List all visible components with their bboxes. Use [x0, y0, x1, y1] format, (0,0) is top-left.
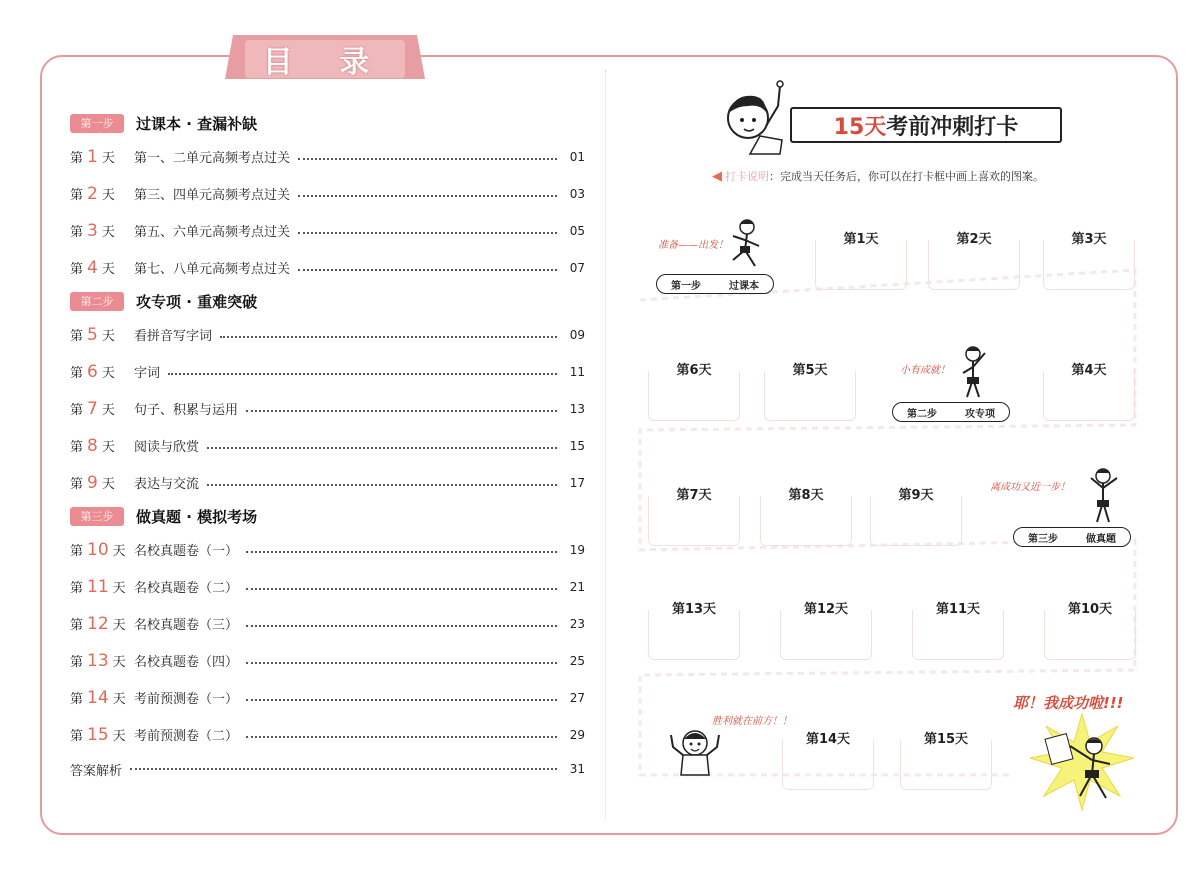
- checkin-title-text: 考前冲刺打卡: [886, 114, 1019, 140]
- section-badge: 第三步: [70, 507, 124, 526]
- step-label-3: 第三步 做真题: [1013, 527, 1131, 547]
- entry-title: 句子、积累与运用: [134, 403, 239, 418]
- entry-title: 名校真题卷（三）: [134, 618, 239, 633]
- answers-row[interactable]: [70, 753, 585, 785]
- toc-row[interactable]: 第 14 天 考前预测卷（一） 27: [70, 687, 585, 708]
- day-box-9[interactable]: 第9天: [870, 496, 962, 546]
- entry-title: 考前预测卷（二）: [134, 729, 239, 744]
- leader-dots: [207, 484, 557, 486]
- section-title: 攻专项 · 重难突破: [136, 292, 258, 311]
- entry-title: 阅读与欣赏: [134, 440, 200, 455]
- entry-title: 字词: [134, 366, 161, 381]
- day-box-4[interactable]: 第4天: [1043, 371, 1135, 421]
- day-number: 13: [87, 650, 109, 671]
- day-box-14[interactable]: 第14天: [782, 740, 874, 790]
- cheering-boy-icon: [1083, 466, 1123, 526]
- page-number: 11: [569, 364, 585, 379]
- page-number: 07: [569, 260, 585, 275]
- page-number: 25: [569, 653, 585, 668]
- toc-row[interactable]: 第 11 天 名校真题卷（二） 21: [70, 576, 585, 597]
- page-number: 05: [569, 223, 585, 238]
- leader-dots: [298, 232, 557, 234]
- toc-row[interactable]: 第 15 天 考前预测卷（二） 29: [70, 724, 585, 745]
- table-of-contents: [70, 108, 585, 785]
- toc-row[interactable]: 第 7 天 句子、积累与运用 13: [70, 398, 585, 419]
- day-number: 11: [87, 576, 109, 597]
- section-title: 过课本 · 查漏补缺: [136, 114, 258, 133]
- day-number: 10: [87, 539, 109, 560]
- section-header-2: [70, 286, 585, 316]
- leader-dots: [168, 373, 557, 375]
- entry-title: 第三、四单元高频考点过关: [134, 188, 291, 203]
- leader-dots: [246, 551, 557, 553]
- day-number: 8: [87, 435, 98, 456]
- checkin-title: [790, 107, 1062, 143]
- leader-dots: [246, 662, 557, 664]
- page-number: 27: [569, 690, 585, 705]
- day-box-2[interactable]: 第2天: [928, 240, 1020, 290]
- entry-title: 名校真题卷（二）: [134, 581, 239, 596]
- page-number: 13: [569, 401, 585, 416]
- day-number: 3: [87, 220, 98, 241]
- leader-dots: [220, 336, 557, 338]
- leader-dots: [246, 588, 557, 590]
- page-number: 15: [569, 438, 585, 453]
- day-number: 14: [87, 687, 109, 708]
- day-box-8[interactable]: 第8天: [760, 496, 852, 546]
- toc-row[interactable]: 第 12 天 名校真题卷（三） 23: [70, 613, 585, 634]
- toc-row[interactable]: 第 13 天 名校真题卷（四） 25: [70, 650, 585, 671]
- page-number: 29: [569, 727, 585, 742]
- leader-dots: [246, 410, 557, 412]
- day-box-13[interactable]: 第13天: [648, 610, 740, 660]
- day-number: 5: [87, 324, 98, 345]
- day-box-15[interactable]: 第15天: [900, 740, 992, 790]
- entry-title: 考前预测卷（一）: [134, 692, 239, 707]
- entry-title: 看拼音写字词: [134, 329, 213, 344]
- flexing-boy-icon: [665, 723, 725, 778]
- page-number: 01: [569, 149, 585, 164]
- celebrating-boy-icon: [1028, 712, 1136, 812]
- section-badge: 第二步: [70, 292, 124, 311]
- day-number: 1: [87, 146, 98, 167]
- entry-title: 第七、八单元高频考点过关: [134, 262, 291, 277]
- entry-title: 表达与交流: [134, 477, 200, 492]
- day-number: 7: [87, 398, 98, 419]
- day-number: 9: [87, 472, 98, 493]
- page-number: 31: [569, 762, 585, 776]
- running-boy-icon: [725, 218, 770, 273]
- toc-row[interactable]: 第 5 天 看拼音写字词 09: [70, 324, 585, 345]
- success-text: 耶！我成功啦!!!: [1013, 694, 1124, 712]
- page-number: 23: [569, 616, 585, 631]
- day-box-5[interactable]: 第5天: [764, 371, 856, 421]
- leader-dots: [298, 158, 557, 160]
- page-number: 17: [569, 475, 585, 490]
- leader-dots: [207, 447, 557, 449]
- day-box-7[interactable]: 第7天: [648, 496, 740, 546]
- saying-4: 胜利就在前方！！: [712, 716, 792, 727]
- leader-dots: [130, 768, 557, 770]
- toc-row[interactable]: 第 8 天 阅读与欣赏 15: [70, 435, 585, 456]
- step-label-1: 第一步 过课本: [656, 274, 774, 294]
- toc-row[interactable]: 第 6 天 字词 11: [70, 361, 585, 382]
- entry-title: 名校真题卷（四）: [134, 655, 239, 670]
- toc-row[interactable]: 第 2 天 第三、四单元高频考点过关 03: [70, 183, 585, 204]
- day-number: 15: [87, 724, 109, 745]
- waving-boy-icon: [955, 345, 995, 400]
- leader-dots: [298, 195, 557, 197]
- leader-dots: [246, 625, 557, 627]
- answers-title: 答案解析: [70, 763, 123, 779]
- rules-label: 打卡说明: [725, 170, 769, 183]
- speaker-icon: ◀: [712, 169, 722, 184]
- toc-row[interactable]: 第 4 天 第七、八单元高频考点过关 07: [70, 257, 585, 278]
- section-title: 做真题 · 模拟考场: [136, 507, 258, 526]
- section-badge: 第一步: [70, 114, 124, 133]
- day-box-6[interactable]: 第6天: [648, 371, 740, 421]
- leader-dots: [246, 736, 557, 738]
- page-divider: [605, 70, 607, 820]
- checkin-rules: [712, 168, 1044, 184]
- day-number: 2: [87, 183, 98, 204]
- saying-2: 小有成就！: [900, 365, 950, 376]
- day-number: 4: [87, 257, 98, 278]
- checkin-title-days: 15天: [833, 114, 887, 140]
- day-box-12[interactable]: 第12天: [780, 610, 872, 660]
- page-number: 09: [569, 327, 585, 342]
- boy-pointing-icon: [720, 76, 790, 156]
- entry-title: 名校真题卷（一）: [134, 544, 239, 559]
- day-box-1[interactable]: 第1天: [815, 240, 907, 290]
- saying-1: 准备——出发！: [658, 240, 728, 251]
- day-box-10[interactable]: 第10天: [1044, 610, 1136, 660]
- day-number: 12: [87, 613, 109, 634]
- toc-row[interactable]: 第 3 天 第五、六单元高频考点过关 05: [70, 220, 585, 241]
- rules-text: ：完成当天任务后，你可以在打卡框中画上喜欢的图案。: [769, 170, 1044, 183]
- toc-row[interactable]: 第 9 天 表达与交流 17: [70, 472, 585, 493]
- toc-row[interactable]: 第 1 天 第一、二单元高频考点过关 01: [70, 146, 585, 167]
- section-header-3: [70, 501, 585, 531]
- day-box-11[interactable]: 第11天: [912, 610, 1004, 660]
- day-box-3[interactable]: 第3天: [1043, 240, 1135, 290]
- contents-title: 目 录: [262, 45, 388, 80]
- leader-dots: [298, 269, 557, 271]
- toc-row[interactable]: 第 10 天 名校真题卷（一） 19: [70, 539, 585, 560]
- leader-dots: [246, 699, 557, 701]
- day-number: 6: [87, 361, 98, 382]
- contents-tab: [245, 40, 405, 78]
- page-number: 03: [569, 186, 585, 201]
- page-number: 21: [569, 579, 585, 594]
- entry-title: 第一、二单元高频考点过关: [134, 151, 291, 166]
- section-header-1: [70, 108, 585, 138]
- entry-title: 第五、六单元高频考点过关: [134, 225, 291, 240]
- page-number: 19: [569, 542, 585, 557]
- step-label-2: 第二步 攻专项: [892, 402, 1010, 422]
- saying-3: 离成功又近一步！: [990, 482, 1070, 493]
